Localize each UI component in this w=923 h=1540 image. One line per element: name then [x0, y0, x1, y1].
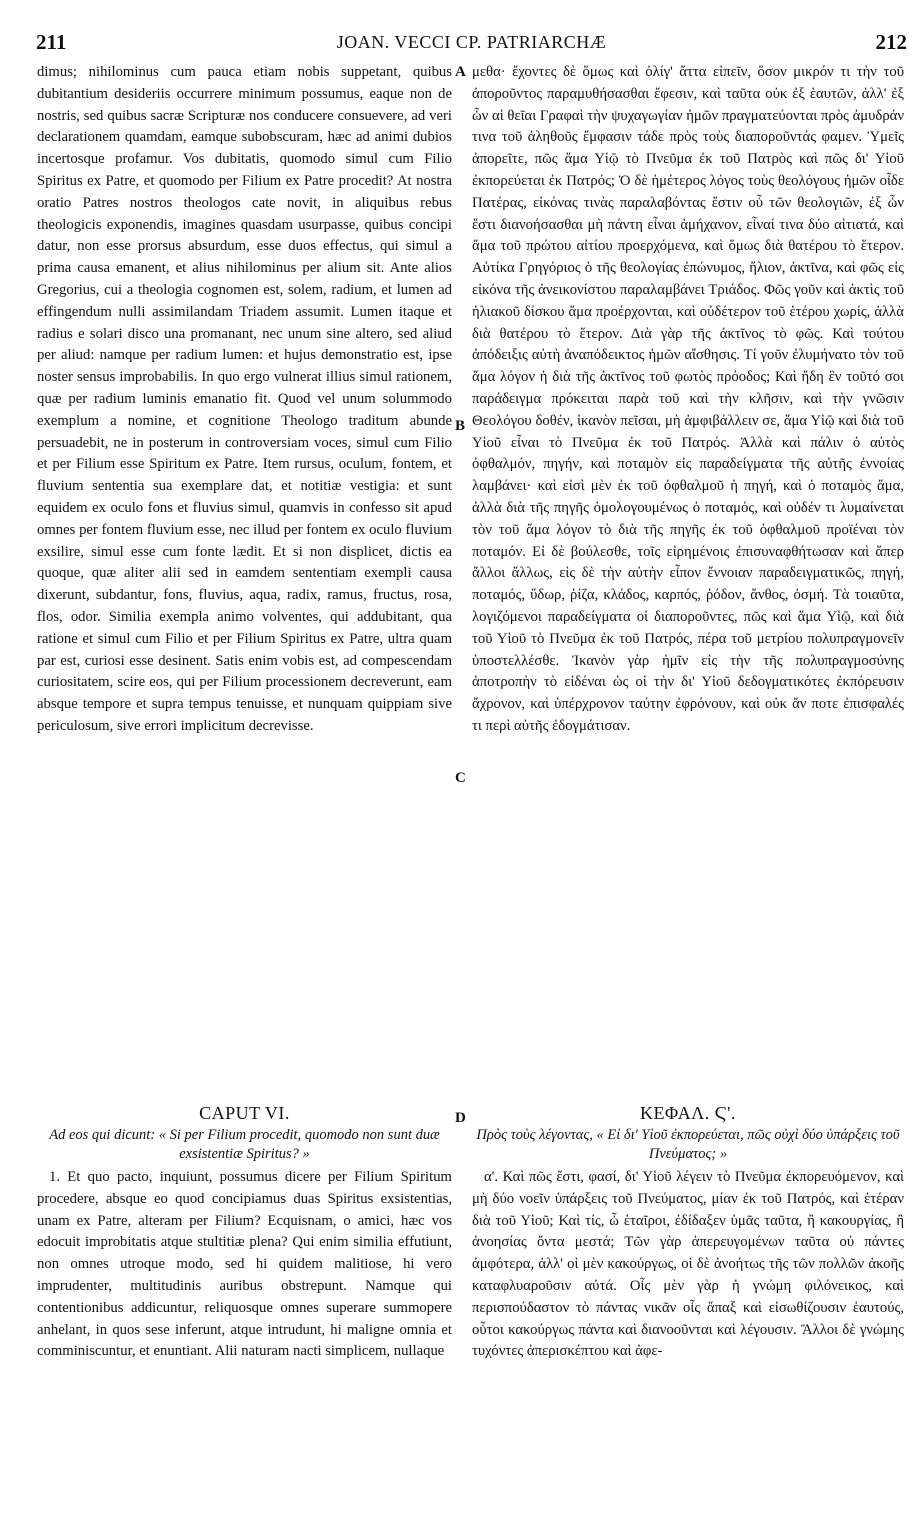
latin-column	[37, 62, 452, 738]
chapter-latin	[37, 1102, 452, 1363]
chapter-greek-body: α'. Καὶ πῶς ἔστι, φασί, δι' Υἱοῦ λέγειν τὸ Πνεῦμα ἐκπορευόμενον, καὶ μὴ δύο νοεῖν ὑπάρξεις τοῦ Πνεύματος, μίαν ἐκ τοῦ Πατρός, καὶ ἑτέραν διὰ τοῦ Υἱοῦ; Καὶ τίς, ὦ ἑταῖροι, ἐδίδαξεν ὑμᾶς ταῦτα, ἢ κακουργίας, ἢ ἀνοησίας ὄντα μεστά; Τῶν γὰρ ἀπερευγομένων ταῦτα οὐ πάντες ἀμφότερα, ἀλλ' οἱ μὲν κακούργως, οἱ δὲ ἀνοήτως τῆς τῶν πολλῶν ἀκοῆς καταφλυαροῦσιν αὐτά. Οἷς μὲν γὰρ ἡ γνώμη φιλόνεικος, καὶ περισπούδαστον τὸ πάντας νικᾶν οἷς ἅπαξ καὶ εἰσωθίζουσιν ἑαυτούς, οὗτοι κακούργως πάντα καὶ διανοοῦνται καὶ λέγουσιν. Ἄλλοι δὲ γνώμης τυχόντες ἀπερισκέπτου καὶ ἀφε-	[472, 1169, 904, 1360]
chapter-latin-title: CAPUT VI.	[199, 1103, 290, 1123]
chapter-latin-body: 1. Et quo pacto, inquiunt, possumus dicere per Filium Spiritum procedere, absque eo quod concipiamus duas Spiritus exsistentias, unam ex Patre, alteram per Filium? Ecquisnam, o amici, hæc vos edocuit improbitatis atque stultitiæ plena? Qui enim similia effutiunt, non omnes utroque modo, sed hi quidem malitiose, hi vero imprudenter, multitudinis auribus obstrepunt. Namque qui contentionibus addicuntur, reliquosque omnes superare summopere anhelant, in quos sese inferunt, atque intrudunt, hi maligne omnia et comminiscuntur, et enuntiant. Alii naturam nacti simplicem, nullaque	[37, 1169, 452, 1360]
chapter-greek-title: ΚΕΦΑΛ. Ϛ'.	[639, 1103, 737, 1123]
page-header	[36, 30, 907, 60]
chapter-greek	[472, 1102, 904, 1363]
margin-marker-b: B	[455, 418, 466, 434]
chapter-greek-subtitle: Πρὸς τοὺς λέγοντας, « Εἰ δι' Υἱοῦ ἐκπορεύεται, πῶς οὐχὶ δύο ὑπάρξεις τοῦ Πνεύματος; »	[476, 1127, 900, 1162]
chapter-latin-subtitle: Ad eos qui dicunt: « Si per Filium procedit, quomodo non sunt duæ exsistentiæ Spiritus? »	[49, 1127, 440, 1162]
margin-marker-c: C	[455, 770, 466, 786]
latin-paragraph: dimus; nihilominus cum pauca etiam nobis suppetant, quibus dubitantium desideriis occurrere minimum possumus, eaque non de nostris, sed quibus sacræ Scripturæ nos conducere consuevere, ad veri declarationem quamdam, eamque subobscuram, hæc ad animi dubios incertosque profamur. Vos dubitatis, quomodo simul cum Filio Spiritus ex Patre, et quomodo per Filium ex Patre procedit? At nostra oratio Patres nostros theologos cate novit, in aliquibus rebus theologicis exponendis, imagines quasdam usurpasse, quibus concipi datur, non esse prorsus absurdum, esse duos effectus, qui simul a prima causa emanent, et alius nihilominus per alium sit. Ante alios Gregorius, cui a theologia cognomen est, solem, radium, et lumen ad effingendum nulli assimilandam Triadem assumit. Lumen itaque et radius e solari disco una promanant, nec unum sine altero, sed aliud per aliud: namque per radium lumen: et hujus demonstratio est, ipse noster sensus improbabilis. In quo ergo vulnerat illius simul rationem, quæ per radium luminis emanatio fit. Quod vel unum solummodo exemplum a nomine, et cognitione Theologo traditum abunde persuadebit, ne in posterum in controversiam voces, simul cum Filio et per Filium esse Spiritum ex Patre. Item rursus, oculum, fontem, et fluvium sententia sua exemplare dat, et notitiæ vestigia: et sunt equidem ex oculo fons et fluvius simul, quamvis in confesso sit apud omnes per fontem fluvium esse, nec illud per fontem ex oculo fluvium exsilire, simul esse cum fonte lædit. Et si non displicet, dictis ea quoque, quæ aliter alii sed in eamdem sententiam exempli causa dixerunt, subdantur, fons, fluvius, aqua, radix, ramus, fructus, rosa, flos, odor. Similia exempla animo volventes, qui addubitant, qua ratione et simul cum Filio et per Filium Spiritus ex Patre, ultra quam par est, curiosi esse desinent. Satis enim vobis est, ad compescendam curiositatem, scire eos, qui per Filium processionem decreverunt, eam absque tempore et supra tempus tenuisse, et nunquam quippiam sive periculosum, sive errori implicitum decrevisse.	[37, 64, 452, 734]
page-number-right: 212	[875, 30, 907, 54]
margin-marker-a: A	[455, 64, 466, 80]
greek-column	[472, 62, 904, 738]
running-title: JOAN. VECCI CP. PATRIARCHÆ	[336, 32, 607, 52]
greek-paragraph: μεθα· ἔχοντες δὲ ὅμως καὶ ὀλίγ' ἄττα εἰπεῖν, ὅσον μικρόν τι τὴν τοῦ ἀποροῦντος παραμυθήσασθαι ἔφεσιν, καὶ ταῦτα οὐκ ἐξ ἑαυτῶν, ἀλλ' ἐξ ὧν αἱ θεῖαι Γραφαὶ τὴν ψυχαγωγίαν ἡμῶν πραγματεύονται πρὸς ἀμυδράν τινα τοῦ ἀληθοῦς ἔμφασιν τάδε πρὸς τοὺς διαποροῦντάς φαμεν. Ὑμεῖς ἀπορεῖτε, πῶς ἅμα Υἱῷ τὸ Πνεῦμα ἐκ τοῦ Πατρὸς καὶ πῶς δι' Υἱοῦ ἐκπορεύεται ἐκ Πατρός; Ὁ δὲ ἡμέτερος λόγος τοὺς θεολόγους ἡμῶν οἶδε Πατέρας, εἰκόνας τινὰς παραλαβόντας ἔστιν οὗ τῶν θεολογιῶν, ἐξ ὧν ἔστι διανοήσασθαι μὴ πάντη εἶναι ἀμήχανον, εἶναί τινα δύο αἰτιατά, καὶ ἅμα τοῦ πρώτου αἰτίου προερχόμενα, καὶ ὅμως διὰ θατέρου τὸ ἕτερον. Αὐτίκα Γρηγόριος ὁ τῆς θεολογίας ἐπώνυμος, ἥλιον, ἀκτῖνα, καὶ φῶς εἰς εἰκόνα τῆς ἀνεικονίστου παραλαμβάνει Τριάδος. Φῶς γοῦν καὶ ἀκτὶς τοῦ ἡλιακοῦ δίσκου ἅμα προέρχονται, καὶ οὐδέτερον τοῦ ἑτέρου χωρίς, ἀλλὰ διὰ θατέρου τὸ ἕτερον. Διὰ γὰρ τῆς ἀκτῖνος τὸ φῶς. Καὶ τούτου ἀπόδειξις αὐτὴ ἀναπόδεικτος ἡμῶν αἴσθησις. Τί γοῦν ἐλυμήνατο τὸν τοῦ ἅμα λόγον ἡ διὰ τῆς ἀκτῖνος τοῦ φωτὸς πρόοδος; Καὶ ἤδη ἓν τοῦτό σοι παράδειγμα πρόκειται παρὰ τοῦ καὶ τὴν κλῆσιν, καὶ τὴν γνῶσιν Θεολόγου δοθέν, ἱκανὸν πεῖσαι, μὴ ἀμφιβάλλειν σε, ἅμα Υἱῷ καὶ διὰ τοῦ Υἱοῦ εἶναι τὸ Πνεῦμα ἐκ τοῦ Πατρός. Ἀλλὰ καὶ πάλιν ὁ αὐτὸς ὀφθαλμόν, πηγήν, καὶ ποταμὸν εἰς παραδείγματα τῆς αὐτῆς ἐννοίας λαμβάνει· καὶ εἰσὶ μὲν ἐκ τοῦ ὀφθαλμοῦ ἡ πηγή, καὶ ὁ ποταμὸς ἅμα, ἀλλὰ διὰ τῆς πηγῆς ὁμολογουμένως ὁ ποταμός, καὶ οὐδέν τι λυμαίνεται τὸν τοῦ ἅμα λόγον τὸ διὰ τῆς πηγῆς ἐκ τοῦ ὀφθαλμοῦ προϊέναι τὸν ποταμόν. Εἰ δὲ βούλεσθε, τοῖς εἰρημένοις ἐπισυναφθήτωσαν καὶ ἅπερ ἄλλοι ἄλλως, εἰς δὲ τὴν αὐτὴν εἶπον ἔννοιαν παραδειγματικῶς, πηγή, ποταμός, ὕδωρ, ῥίζα, κλάδος, καρπός, ῥόδον, ἄνθος, ὀσμή. Τὰ τοιαῦτα, λογιζόμενοι παραδείγματα οἱ διαποροῦντες, πῶς καὶ ἅμα Υἱῷ, καὶ διὰ τοῦ Υἱοῦ τὸ Πνεῦμα ἐκ τοῦ Πατρός, πέρα τοῦ μετρίου πολυπραγμονεῖν ὑποστελλέσθε. Ἱκανὸν γὰρ ἡμῖν εἰς τὴν τῆς πολυπραγμοσύνης ἀποτροπὴν τὸ εἰδέναι ὡς οἱ τὴν δι' Υἱοῦ δεδογματικότες ἐκπόρευσιν ἄχρονον, καὶ ὑπέρχρονον ταύτην ἐφρόνουν, καὶ οὐκ ἄν ποτε ἐπισφαλές τι περὶ αὐτῆς ἐδογμάτισαν.	[472, 64, 904, 734]
page-number-left: 211	[36, 30, 67, 54]
margin-marker-d: D	[455, 1110, 466, 1126]
